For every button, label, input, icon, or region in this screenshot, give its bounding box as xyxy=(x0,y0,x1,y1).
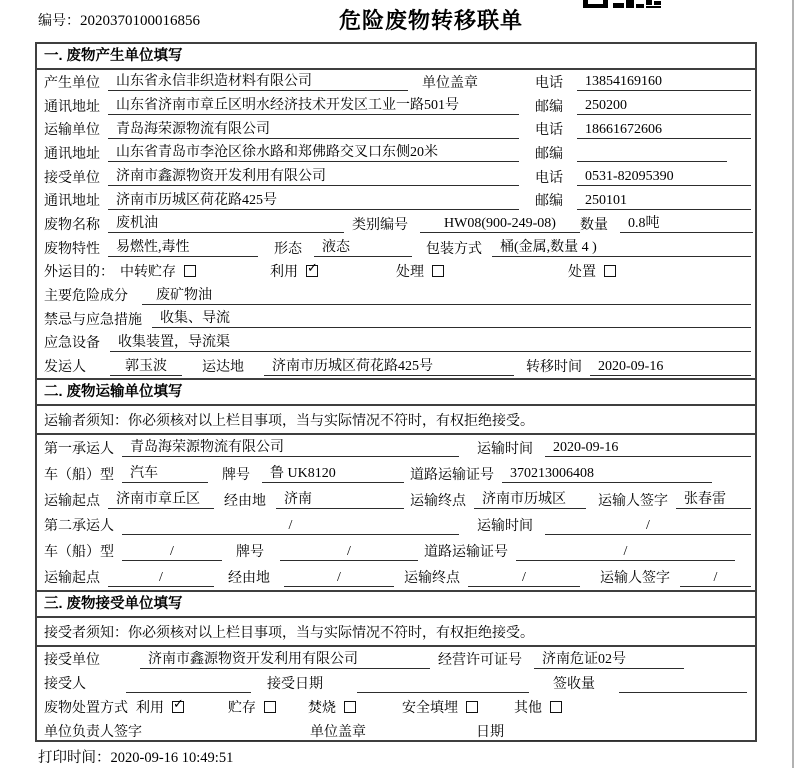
disposal-option xyxy=(402,697,514,717)
shipper-label: 发运人 xyxy=(44,360,86,376)
measures-label: 禁忌与应急措施 xyxy=(44,312,142,328)
first-carrier-row xyxy=(37,435,755,461)
waste-name-row xyxy=(37,212,755,236)
option-label: 焚烧 xyxy=(308,701,336,716)
disposal-option xyxy=(514,697,562,717)
phone-group xyxy=(535,72,751,92)
producer-label: 产生单位 xyxy=(44,75,100,91)
zip-group xyxy=(535,96,751,116)
purpose-option xyxy=(270,261,396,281)
purpose-label: 外运目的： xyxy=(44,265,114,281)
option-label: 处理 xyxy=(396,265,424,281)
hazard-row xyxy=(37,283,755,307)
carrier-value: / xyxy=(122,516,459,535)
destination-label: 运达地 xyxy=(202,360,244,376)
packing-value: 桶(金属,数量 4 ) xyxy=(492,238,751,257)
via-value: 济南 xyxy=(276,490,404,509)
plate-label: 牌号 xyxy=(222,467,250,483)
checkbox-icon xyxy=(344,701,356,713)
section3-header: 三. 废物接受单位填写 xyxy=(37,590,755,618)
measures-row xyxy=(37,307,755,331)
category-value: HW08(900-249-08) xyxy=(420,214,580,233)
disposal-row xyxy=(37,695,755,719)
address-label: 通讯地址 xyxy=(44,99,100,115)
route-row xyxy=(37,487,755,513)
route-row-2 xyxy=(37,564,755,590)
address-label: 通讯地址 xyxy=(44,146,100,162)
zip-group xyxy=(535,143,751,163)
section1-header: 一. 废物产生单位填写 xyxy=(37,44,755,70)
transporter-label: 运输单位 xyxy=(44,123,100,139)
qr-code-fragment-icon xyxy=(583,0,663,8)
page-title: 危险废物转移联单 xyxy=(338,8,523,33)
transfer-time-label: 转移时间 xyxy=(526,360,582,376)
section2-body xyxy=(37,435,755,590)
hazard-value: 废矿物油 xyxy=(142,286,751,305)
road-license-label: 道路运输证号 xyxy=(424,545,508,561)
end-value: 济南市历城区 xyxy=(474,490,586,509)
checkbox-icon xyxy=(466,701,478,713)
purpose-row xyxy=(37,260,755,284)
quantity-value: 0.8吨 xyxy=(620,214,753,233)
notice-label: 运输者须知： xyxy=(44,413,128,429)
recipient-value xyxy=(126,674,251,693)
transport-time-value: / xyxy=(545,516,751,535)
option-label: 利用 xyxy=(136,701,164,716)
receiver-label: 接受单位 xyxy=(44,170,100,186)
accept-unit-value: 济南市鑫源物资开发利用有限公司 xyxy=(140,650,430,669)
trait-value: 易燃性,毒性 xyxy=(108,238,258,257)
checkbox-icon xyxy=(550,701,562,713)
origin-label: 运输起点 xyxy=(44,493,100,509)
leader-sign-value xyxy=(190,722,290,741)
phone-value: 13854169160 xyxy=(577,72,751,91)
receiver-address-row xyxy=(37,188,755,212)
phone-label: 电话 xyxy=(535,170,563,186)
shipper-row xyxy=(37,354,755,378)
receiver-row xyxy=(37,165,755,189)
category-label: 类别编号 xyxy=(352,217,408,233)
zip-label: 邮编 xyxy=(535,146,563,162)
address-value: 山东省青岛市李沧区徐水路和郑佛路交叉口东侧20米 xyxy=(108,143,519,162)
shipper-value: 郭玉波 xyxy=(110,357,182,376)
phone-group xyxy=(535,119,751,139)
equipment-row xyxy=(37,331,755,355)
origin-value: / xyxy=(108,568,214,587)
page-edge-divider xyxy=(792,0,794,768)
producer-address-row xyxy=(37,94,755,118)
measures-value: 收集、导流 xyxy=(152,309,751,328)
purpose-option xyxy=(120,261,270,281)
phone-value: 18661672606 xyxy=(577,120,751,139)
vehicle-type-label: 车（船）型 xyxy=(44,545,114,561)
carrier-sign-label: 运输人签字 xyxy=(600,571,670,587)
carrier-sign-value: 张春雷 xyxy=(676,490,751,509)
option-label: 利用 xyxy=(270,265,298,281)
second-carrier-row xyxy=(37,512,755,538)
purpose-option xyxy=(568,261,616,281)
receiver-notice-row xyxy=(37,618,755,647)
print-time-label: 打印时间： xyxy=(38,750,111,766)
checkbox-icon xyxy=(172,701,184,713)
unit-seal-label: 单位盖章 xyxy=(310,725,366,740)
notice-text: 你必须核对以上栏目事项，当与实际情况不符时，有权拒绝接受。 xyxy=(128,413,534,429)
phone-label: 电话 xyxy=(535,123,563,139)
carrier-label: 第一承运人 xyxy=(44,441,114,457)
transport-time-value: 2020-09-16 xyxy=(545,438,751,457)
zip-group xyxy=(535,190,751,210)
producer-value: 山东省永信非织造材料有限公司 xyxy=(108,72,408,91)
zip-value: 250101 xyxy=(577,191,751,210)
zip-label: 邮编 xyxy=(535,99,563,115)
road-license-label: 道路运输证号 xyxy=(410,467,494,483)
road-license-value: / xyxy=(516,542,735,561)
origin-value: 济南市章丘区 xyxy=(108,490,214,509)
option-label: 贮存 xyxy=(228,701,256,716)
unit-seal-label: 单位盖章 xyxy=(422,75,478,91)
zip-value xyxy=(577,143,727,162)
address-value: 济南市历城区荷花路425号 xyxy=(108,191,519,210)
via-label: 经由地 xyxy=(228,571,270,587)
carrier-sign-value: / xyxy=(680,568,751,587)
zip-value: 250200 xyxy=(577,96,751,115)
vehicle-row xyxy=(37,461,755,487)
equipment-label: 应急设备 xyxy=(44,336,100,352)
date-label: 日期 xyxy=(476,725,504,740)
end-label: 运输终点 xyxy=(404,571,460,587)
carrier-sign-label: 运输人签字 xyxy=(598,493,668,509)
destination-value: 济南市历城区荷花路425号 xyxy=(264,357,514,376)
vehicle-row-2 xyxy=(37,538,755,564)
via-value: / xyxy=(284,568,394,587)
packing-label: 包装方式 xyxy=(426,241,482,257)
accept-date-label: 接受日期 xyxy=(267,677,323,692)
notice-text: 你必须核对以上栏目事项，当与实际情况不符时，有权拒绝接受。 xyxy=(128,625,534,641)
transporter-address-row xyxy=(37,141,755,165)
serial-label: 编号： xyxy=(38,14,80,29)
receiver-value: 济南市鑫源物资开发利用有限公司 xyxy=(108,167,519,186)
leader-sign-row xyxy=(37,719,755,743)
quantity-label: 数量 xyxy=(580,217,608,233)
option-label: 其他 xyxy=(514,701,542,716)
plate-value: 鲁 UK8120 xyxy=(262,464,404,483)
equipment-value: 收集装置，导流渠 xyxy=(110,333,751,352)
option-label: 处置 xyxy=(568,265,596,281)
transport-time-label: 运输时间 xyxy=(477,519,533,535)
via-label: 经由地 xyxy=(224,493,266,509)
phone-label: 电话 xyxy=(535,75,563,91)
checkbox-icon xyxy=(264,701,276,713)
vehicle-type-label: 车（船）型 xyxy=(44,467,114,483)
amount-label: 签收量 xyxy=(553,677,595,692)
hazard-label: 主要危险成分 xyxy=(44,289,128,305)
accept-unit-row xyxy=(37,647,755,671)
transport-time-label: 运输时间 xyxy=(477,441,533,457)
waste-name-value: 废机油 xyxy=(108,214,344,233)
option-label: 中转贮存 xyxy=(120,265,176,281)
serial-value: 2020370100016856 xyxy=(80,13,200,29)
option-label: 安全填埋 xyxy=(402,701,458,716)
disposal-option xyxy=(308,697,402,717)
checkbox-icon xyxy=(432,265,444,277)
purpose-option xyxy=(396,261,568,281)
plate-label: 牌号 xyxy=(236,545,264,561)
vehicle-type-value: 汽车 xyxy=(122,464,208,483)
vehicle-type-value: / xyxy=(122,542,222,561)
transfer-time-value: 2020-09-16 xyxy=(590,357,751,376)
recipient-row xyxy=(37,671,755,695)
plate-value: / xyxy=(280,542,418,561)
permit-label: 经营许可证号 xyxy=(438,653,522,668)
print-time-value: 2020-09-16 10:49:51 xyxy=(110,750,234,766)
carrier-value: 青岛海荣源物流有限公司 xyxy=(122,438,459,457)
disposal-label: 废物处置方式 xyxy=(44,701,128,716)
leader-sign-label: 单位负责人签字 xyxy=(44,725,142,740)
accept-unit-label: 接受单位 xyxy=(44,653,100,668)
waste-trait-row xyxy=(37,236,755,260)
end-label: 运输终点 xyxy=(410,493,466,509)
end-value: / xyxy=(468,568,580,587)
date-value xyxy=(520,722,710,741)
producer-row xyxy=(37,70,755,94)
disposal-option xyxy=(136,697,228,717)
phone-value: 0531-82095390 xyxy=(577,167,751,186)
address-value: 山东省济南市章丘区明水经济技术开发区工业一路501号 xyxy=(108,96,519,115)
section3-body xyxy=(37,647,755,743)
amount-value xyxy=(619,674,747,693)
road-license-value: 370213006408 xyxy=(502,464,712,483)
disposal-option xyxy=(228,697,308,717)
transporter-value: 青岛海荣源物流有限公司 xyxy=(108,120,519,139)
manifest-form xyxy=(35,42,757,742)
checkbox-icon xyxy=(604,265,616,277)
transporter-row xyxy=(37,117,755,141)
print-time-line xyxy=(38,746,233,767)
permit-value: 济南危证02号 xyxy=(534,650,684,669)
form-label: 形态 xyxy=(274,241,302,257)
origin-label: 运输起点 xyxy=(44,571,100,587)
notice-label: 接受者须知： xyxy=(44,625,128,641)
zip-label: 邮编 xyxy=(535,194,563,210)
checkbox-icon xyxy=(306,265,318,277)
waste-name-label: 废物名称 xyxy=(44,217,100,233)
address-label: 通讯地址 xyxy=(44,194,100,210)
form-value: 液态 xyxy=(314,238,412,257)
section2-header: 二. 废物运输单位填写 xyxy=(37,378,755,406)
section1-body xyxy=(37,70,755,378)
trait-label: 废物特性 xyxy=(44,241,100,257)
transporter-notice-row xyxy=(37,406,755,435)
phone-group xyxy=(535,167,751,187)
carrier-label: 第二承运人 xyxy=(44,519,114,535)
checkbox-icon xyxy=(184,265,196,277)
accept-date-value xyxy=(357,674,529,693)
recipient-label: 接受人 xyxy=(44,677,86,692)
